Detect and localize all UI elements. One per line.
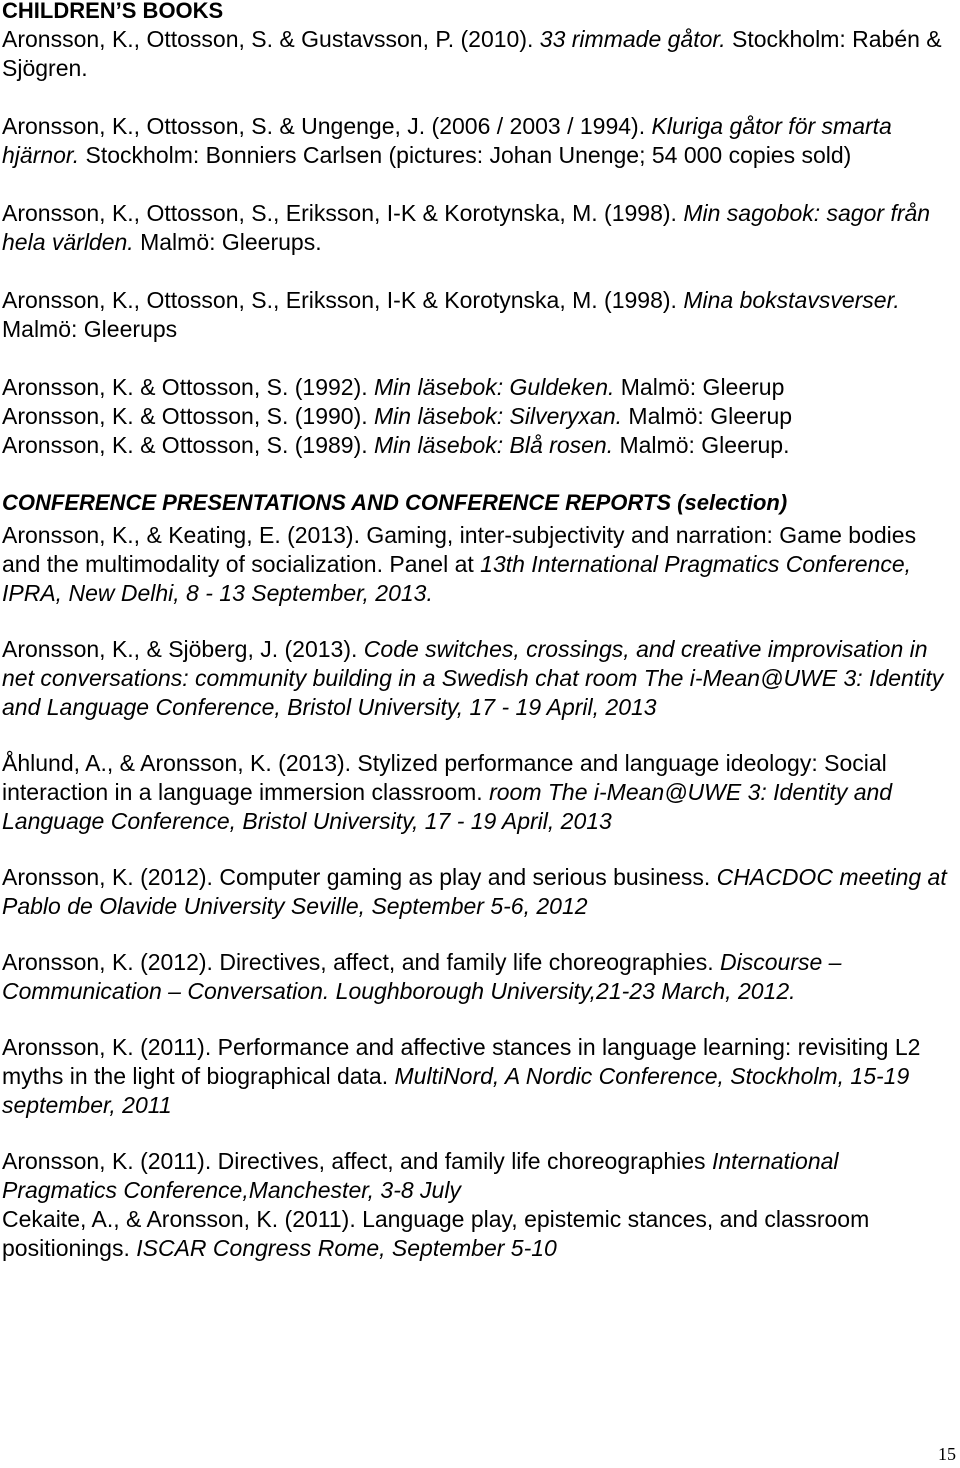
reference-entry: Aronsson, K., Ottosson, S. & Gustavsson, P. (2010). 33 rimmade gåtor. Stockholm: Rabén & Sjögren. xyxy=(2,26,942,81)
reference-entry: Aronsson, K., & Sjöberg, J. (2013). Code switches, crossings, and creative improvisation in net conversations: community building in a Swedish chat room The i-Mean@UWE 3: Identity and Language Conference, Bristol University, 17 - 19 April, 2013 xyxy=(2,636,944,720)
reference-entry: Aronsson, K., Ottosson, S., Eriksson, I-K & Korotynska, M. (1998). Mina bokstavsverser. Malmö: Gleerups xyxy=(2,287,900,342)
reference-entry: Aronsson, K. & Ottosson, S. (1992). Min läsebok: Guldeken. Malmö: Gleerup xyxy=(2,374,785,400)
reference-entry: Aronsson, K. & Ottosson, S. (1989). Min läsebok: Blå rosen. Malmö: Gleerup. xyxy=(2,432,790,458)
document-body xyxy=(2,0,952,1263)
reference-entry: Cekaite, A., & Aronsson, K. (2011). Language play, epistemic stances, and classroom positionings. ISCAR Congress Rome, September 5-10 xyxy=(2,1206,870,1261)
reference-entry: Åhlund, A., & Aronsson, K. (2013). Stylized performance and language ideology: Social interaction in a language immersion classroom. room The i-Mean@UWE 3: Identity and Language Conference, Bristol University, 17 - 19 April, 2013 xyxy=(2,750,893,834)
section-heading-childrens-books: CHILDREN’S BOOKS xyxy=(2,0,224,23)
section-heading-conference-presentations: CONFERENCE PRESENTATIONS AND CONFERENCE REPORTS (selection) xyxy=(2,490,788,515)
reference-entry: Aronsson, K., & Keating, E. (2013). Gaming, inter-subjectivity and narration: Game bodies and the multimodality of socialization. Panel at 13th International Pragmatics Conference, IPRA, New Delhi, 8 - 13 September, 2013. xyxy=(2,522,917,606)
reference-entry: Aronsson, K., Ottosson, S., Eriksson, I-K & Korotynska, M. (1998). Min sagobok: sagor från hela världen. Malmö: Gleerups. xyxy=(2,200,931,255)
reference-entry: Aronsson, K. (2012). Computer gaming as play and serious business. CHACDOC meeting at Pablo de Olavide University Seville, September 5-6, 2012 xyxy=(2,864,947,919)
reference-entry: Aronsson, K. (2011). Directives, affect, and family life choreographies International Pragmatics Conference,Manchester, 3-8 July xyxy=(2,1148,839,1203)
reference-entry: Aronsson, K. (2012). Directives, affect, and family life choreographies. Discourse – Communication – Conversation. Loughborough University,21-23 March, 2012. xyxy=(2,949,842,1004)
reference-entry: Aronsson, K. & Ottosson, S. (1990). Min läsebok: Silveryxan. Malmö: Gleerup xyxy=(2,403,793,429)
page-number: 15 xyxy=(938,1444,956,1464)
reference-entry: Aronsson, K., Ottosson, S. & Ungenge, J. (2006 / 2003 / 1994). Kluriga gåtor för smarta hjärnor. Stockholm: Bonniers Carlsen (pictures: Johan Unenge; 54 000 copies sold) xyxy=(2,113,892,168)
reference-entry: Aronsson, K. (2011). Performance and affective stances in language learning: revisiting L2 myths in the light of biographical data. MultiNord, A Nordic Conference, Stockholm, 15-19 september, 2011 xyxy=(2,1034,921,1118)
